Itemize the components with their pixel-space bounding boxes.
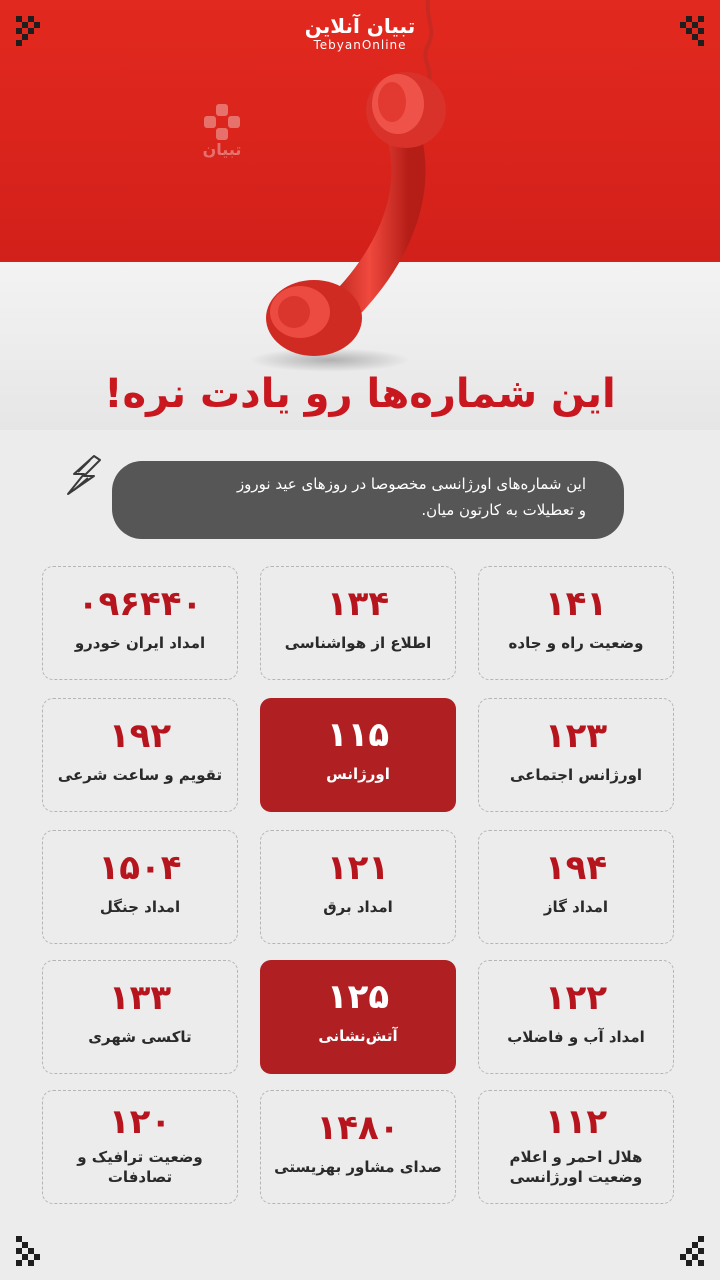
number-card	[42, 830, 238, 944]
card-number: ۱۱۲	[544, 1102, 608, 1142]
card-label: اورژانس	[326, 765, 390, 783]
card-label: وضعیت ترافیک و تصادفات	[77, 1148, 203, 1186]
card-number: ۱۹۲	[108, 716, 172, 756]
pixel-cross-icon	[16, 16, 46, 46]
watermark-logo-icon	[204, 104, 240, 140]
card-number: ۱۵۰۴	[98, 848, 182, 888]
card-number: ۱۹۴	[544, 848, 608, 888]
watermark	[190, 104, 254, 159]
emergency-numbers-grid	[42, 566, 674, 1206]
number-card	[260, 566, 456, 680]
card-label: آتش‌نشانی	[318, 1027, 398, 1045]
card-label: امداد برق	[323, 898, 393, 916]
number-card-highlighted	[260, 698, 456, 812]
hand-drawn-arrow-icon	[60, 452, 108, 500]
card-label: امداد ایران خودرو	[74, 634, 206, 652]
card-number: ۱۲۵	[326, 977, 390, 1017]
card-number: ۱۲۰	[108, 1102, 172, 1142]
subtitle-line-2: و تعطیلات به کارتون میان.	[421, 501, 586, 519]
card-label: صدای مشاور بهزیستی	[274, 1158, 442, 1176]
subtitle-box	[112, 461, 624, 539]
brand-logo	[0, 14, 720, 52]
number-card	[42, 566, 238, 680]
card-number: ۱۳۴	[326, 584, 390, 624]
card-label: امداد آب و فاضلاب	[507, 1028, 645, 1046]
card-number: ۰۹۶۴۴۰	[77, 584, 203, 624]
number-card	[478, 830, 674, 944]
watermark-text: تبیان	[202, 140, 242, 159]
card-label: امداد گاز	[543, 898, 609, 916]
number-card	[42, 960, 238, 1074]
card-label: وضعیت راه و جاده	[508, 634, 644, 652]
number-card	[42, 698, 238, 812]
subtitle-line-1: این شماره‌های اورژانسی مخصوصا در روزهای عید نوروز	[236, 475, 586, 493]
brand-name-en: TebyanOnline	[313, 38, 407, 52]
number-card	[478, 566, 674, 680]
number-card	[478, 698, 674, 812]
brand-name-fa: تبیان آنلاین	[304, 14, 416, 38]
pixel-cross-icon	[674, 1236, 704, 1266]
number-card	[260, 830, 456, 944]
page-title: این شماره‌ها رو یادت نره!	[104, 371, 616, 417]
card-label: اطلاع از هواشناسی	[284, 634, 432, 652]
card-number: ۱۲۲	[544, 978, 608, 1018]
card-number: ۱۱۵	[326, 715, 390, 755]
number-card	[42, 1090, 238, 1204]
card-label: تاکسی شهری	[88, 1028, 192, 1046]
number-card	[260, 1090, 456, 1204]
card-label: تقویم و ساعت شرعی	[57, 766, 223, 784]
card-number: ۱۳۳	[108, 978, 172, 1018]
number-card-highlighted	[260, 960, 456, 1074]
card-number: ۱۲۱	[326, 848, 390, 888]
card-label: هلال احمر و اعلام وضعیت اورژانسی	[509, 1148, 643, 1186]
card-label: امداد جنگل	[99, 898, 181, 916]
card-number: ۱۲۳	[544, 716, 608, 756]
card-number: ۱۴۸۰	[316, 1108, 400, 1148]
pixel-cross-icon	[16, 1236, 46, 1266]
number-card	[478, 1090, 674, 1204]
card-label: اورژانس اجتماعی	[509, 766, 643, 784]
number-card	[478, 960, 674, 1074]
pixel-cross-icon	[674, 16, 704, 46]
card-number: ۱۴۱	[544, 584, 608, 624]
